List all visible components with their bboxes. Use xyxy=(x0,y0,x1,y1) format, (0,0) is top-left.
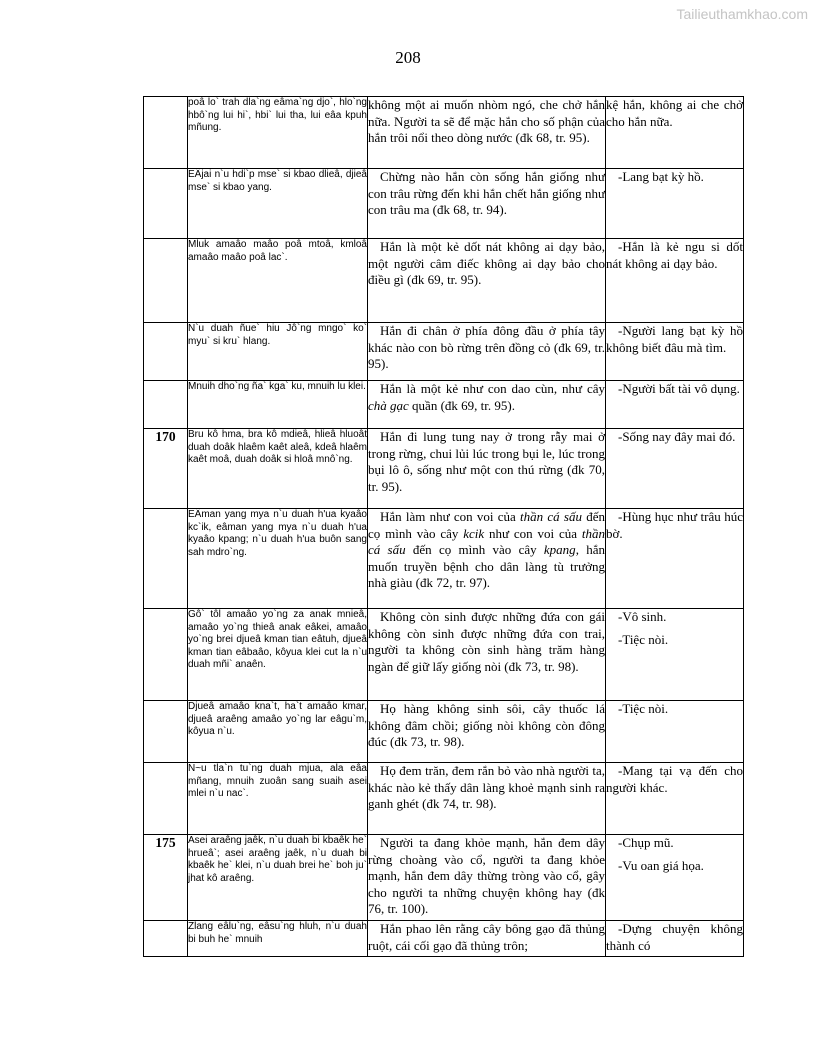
meaning-text: -Sống nay đây mai đó. xyxy=(618,429,736,444)
vietnamese-translation: Người ta đang khỏe mạnh, hắn đem dây rừng choàng vào cổ, người ta đang khỏe mạnh, hắn đem dây thừng tròng vào cổ, gây cho người ta những chuyện không hay (đk 76, tr. 100). xyxy=(368,835,605,917)
ede-proverb: Asei araêng jaêk, n`u duah bi kbaêk he` hrueâ`; asei araêng jaêk, n`u duah bi kbaêk he` klei, n`u duah brei he` boh ju` jhat kô araêng. xyxy=(188,835,368,921)
table-row xyxy=(144,701,744,763)
vietnamese-translation: Họ hàng không sinh sôi, cây thuốc lá không đâm chồi; giống nòi không còn đông đúc (đk 73, tr. 98). xyxy=(368,701,605,750)
table-row xyxy=(144,239,744,323)
vietnamese-translation: Hắn đi lung tung nay ở trong rẫy mai ở trong rừng, chui lủi lúc trong bụi le, lúc trong bụi lô ô, sống như một con thú rừng (đk 70, tr. 95). xyxy=(368,429,605,494)
vietnamese-translation-cell xyxy=(368,835,606,921)
row-number: 175 xyxy=(144,835,188,921)
meaning-cell xyxy=(606,381,744,429)
ede-proverb: N~u tla`n tu`ng duah mjua, ala eâa mñang, mnuih zuoân sang suaih asei mlei n`u nac`. xyxy=(188,763,368,835)
vietnamese-translation: Hắn phao lên rằng cây bông gạo đã thủng ruột, cái cối gạo đã thủng trôn; xyxy=(368,921,605,953)
meaning-text: -Vô sinh. xyxy=(618,609,667,624)
table-row xyxy=(144,609,744,701)
vietnamese-translation: Họ đem trăn, đem rắn bỏ vào nhà người ta, khác nào kẻ thấy dân làng khoẻ mạnh sinh ra ganh ghét (đk 74, tr. 98). xyxy=(368,763,605,812)
row-number: 170 xyxy=(144,429,188,509)
ede-proverb: Bru kô hma, bra kô mdieâ, hlieâ hluoât duah doâk hlaêm kaêt aleâ, kdeâ hlaêm kaêt moâ, duah doâk si hloâ mnô`ng. xyxy=(188,429,368,509)
ede-proverb: Mnuih dho`ng ña` kga` ku, mnuih lu klei. xyxy=(188,381,368,429)
table-row xyxy=(144,509,744,609)
meaning-text: -Hắn là kẻ ngu si dốt nát không ai dạy bảo. xyxy=(606,239,743,271)
table-row xyxy=(144,921,744,957)
meaning-cell xyxy=(606,323,744,381)
vietnamese-translation-cell xyxy=(368,239,606,323)
meaning-text: -Vu oan giá họa. xyxy=(618,857,704,873)
vietnamese-translation-cell xyxy=(368,429,606,509)
row-number xyxy=(144,609,188,701)
table-row xyxy=(144,835,744,921)
meaning-text: -Chụp mũ. xyxy=(618,835,674,850)
vietnamese-translation: Hắn là một kẻ như con dao cùn, như cây chà gạc quần (đk 69, tr. 95). xyxy=(368,381,605,413)
vietnamese-translation-cell xyxy=(368,381,606,429)
meaning-text: -Người lang bạt kỳ hồ không biết đâu mà tìm. xyxy=(606,323,743,355)
vietnamese-translation-cell xyxy=(368,97,606,169)
meaning-cell xyxy=(606,429,744,509)
table-row xyxy=(144,323,744,381)
meaning-cell xyxy=(606,763,744,835)
meaning-cell xyxy=(606,509,744,609)
page-number: 208 xyxy=(395,48,421,67)
meaning-cell xyxy=(606,921,744,957)
row-number xyxy=(144,239,188,323)
meaning-text: -Hùng hục như trâu húc bờ. xyxy=(606,509,743,541)
ede-proverb: Djueâ amaâo kna`t, ha`t amaâo kmar, djueâ araêng amaâo yo`ng lar eâgu`m, kôyua n`u. xyxy=(188,701,368,763)
vietnamese-translation: Hắn đi chân ở phía đông đầu ở phía tây khác nào con bò rừng trên đồng cỏ (đk 69, tr. 95). xyxy=(368,323,605,372)
table-row xyxy=(144,763,744,835)
meaning-cell xyxy=(606,239,744,323)
proverb-table xyxy=(143,96,744,957)
row-number xyxy=(144,97,188,169)
vietnamese-translation-cell xyxy=(368,701,606,763)
meaning-cell xyxy=(606,609,744,701)
table-row xyxy=(144,429,744,509)
meaning-text: -Tiệc nòi. xyxy=(618,701,669,716)
row-number xyxy=(144,509,188,609)
meaning-text: -Dựng chuyện không thành có xyxy=(606,921,743,953)
row-number xyxy=(144,921,188,957)
meaning-text: -Tiệc nòi. xyxy=(618,631,669,647)
vietnamese-translation-cell xyxy=(368,763,606,835)
ede-proverb: Gô` tôl amaâo yo`ng za anak mnieâ, amaâo yo`ng thieâ anak eâkei, amaâo yo`ng brei djueâ kman tian eâtuh, djueâ kman tian eâbaâo, kôyua klei cut la n`u duah mñi` anaên. xyxy=(188,609,368,701)
vietnamese-translation-cell xyxy=(368,323,606,381)
meaning-cell xyxy=(606,701,744,763)
ede-proverb: poâ lo` trah dla`ng eâma`ng djo`, hlo`ng hbô`ng lui hi`, hbi` lui tha, lui eâa kpuh mñung. xyxy=(188,97,368,169)
meaning-cell xyxy=(606,835,744,921)
vietnamese-translation-cell xyxy=(368,509,606,609)
row-number xyxy=(144,381,188,429)
vietnamese-translation-cell xyxy=(368,921,606,957)
vietnamese-translation-cell xyxy=(368,609,606,701)
row-number xyxy=(144,763,188,835)
ede-proverb: Mluk amaâo maâo poâ mtoâ, kmloâ amaâo maâo poâ lac`. xyxy=(188,239,368,323)
meaning-text: -Mang tại vạ đến cho người khác. xyxy=(606,763,743,795)
vietnamese-translation-cell xyxy=(368,169,606,239)
meaning-text: -Lang bạt kỳ hồ. xyxy=(618,169,704,184)
vietnamese-translation: Chừng nào hắn còn sống hắn giống như con trâu rừng đến khi hắn chết hắn giống như con trâu ma (đk 68, tr. 94). xyxy=(368,169,605,218)
ede-proverb: EÂjai n`u hdi`p mse` si kbao dlieâ, djieâ mse` si kbao yang. xyxy=(188,169,368,239)
watermark: Tailieuthamkhao.com xyxy=(676,6,808,22)
row-number xyxy=(144,169,188,239)
row-number xyxy=(144,323,188,381)
table-row xyxy=(144,381,744,429)
vietnamese-translation: không một ai muốn nhòm ngó, che chở hắn nữa. Người ta sẽ để mặc hắn cho số phận của hắn trôi nổi theo dòng nước (đk 68, tr. 95). xyxy=(368,97,605,146)
meaning-cell xyxy=(606,97,744,169)
ede-proverb: Zlang eâlu`ng, eâsu`ng hluh, n`u duah bi buh he` mnuih xyxy=(188,921,368,957)
table-row xyxy=(144,97,744,169)
ede-proverb: EÂman yang mya n`u duah h'ua kyaâo kc`ik, eâman yang mya n`u duah h'ua kyaâo kpang; n`u duah h'ua buôn sang sah mdro`ng. xyxy=(188,509,368,609)
table-row xyxy=(144,169,744,239)
meaning-text: -Người bất tài vô dụng. xyxy=(618,381,740,396)
vietnamese-translation: Hắn là một kẻ dốt nát không ai dạy bảo, một người câm điếc không ai dạy bảo cho điều gì (đk 69, tr. 95). xyxy=(368,239,605,288)
vietnamese-translation: Không còn sinh được những đứa con gái không còn sinh được những đứa con trai, người ta không còn sinh hàng trăm hàng ngàn để giữ lấy giống nòi (đk 73, tr. 98). xyxy=(368,609,605,674)
row-number xyxy=(144,701,188,763)
proverb-table-body xyxy=(144,97,744,957)
meaning-text: kệ hắn, không ai che chở cho hắn nữa. xyxy=(606,97,743,129)
meaning-cell xyxy=(606,169,744,239)
ede-proverb: N`u duah ñue` hiu Jô`ng mngo` ko` myu` si kru` hlang. xyxy=(188,323,368,381)
vietnamese-translation: Hắn làm như con voi của thần cá sấu đến cọ mình vào cây kcik như con voi của thần cá sấu đến cọ mình vào cây kpang, hắn muốn truyền bệnh cho dân làng tù trưởng nhà giàu (đk 72, tr. 97). xyxy=(368,509,605,591)
